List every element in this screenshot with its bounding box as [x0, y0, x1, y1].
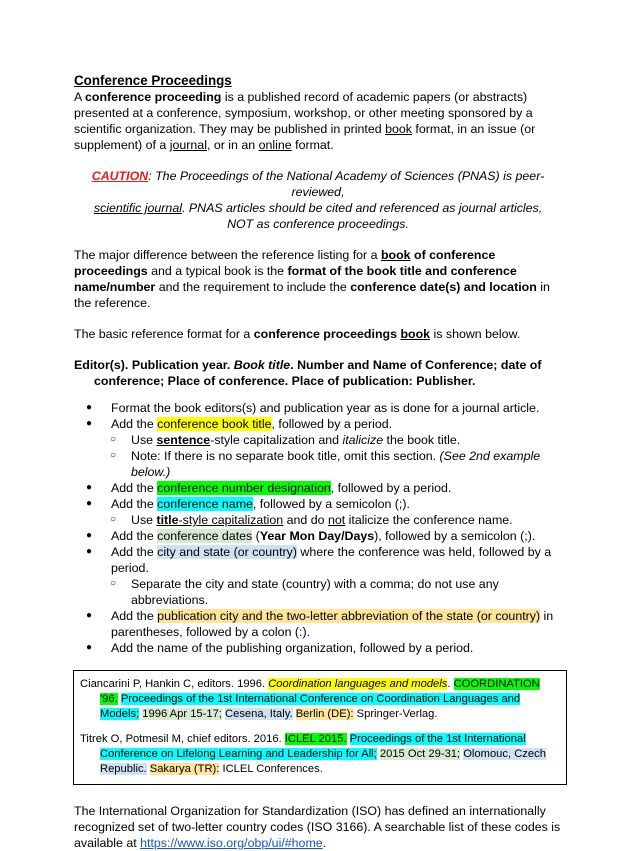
difference-paragraph: The major difference between the reference listing for a book of conference proceedings and a typical book is the format of the book title and conference name/number and the requirement to include the conference date(s) and location in the reference. [74, 248, 550, 310]
examples-box [73, 670, 567, 785]
caution-label: CAUTION [91, 169, 149, 183]
list-item: ● Add the conference book title, followed by a period. ○ Use sentence-style capitalization and italicize the book title. ○ Note: If there is no separate book title, omit this section. (See 2nd example below.) [74, 416, 562, 480]
iso-link[interactable]: https://www.iso.org/obp/ui/#home [140, 836, 323, 850]
sub-list-item: ○ Separate the city and state (country) with a comma; do not use any abbreviations. [74, 576, 562, 608]
section-title: Conference Proceedings [74, 73, 232, 88]
list-item: ● Add the conference name, followed by a semicolon (;). ○ Use title-style capitalization and do not italicize the conference name. [74, 496, 562, 528]
sub-list [111, 576, 562, 608]
sub-list-item: ○ Note: If there is no separate book title, omit this section. (See 2nd example below.) [74, 448, 562, 480]
list-item: ● Add the publication city and the two-letter abbreviation of the state (or country) in parentheses, followed by a colon (:). [74, 608, 562, 640]
list-item: ● Add the conference number designation, followed by a period. [74, 480, 562, 496]
reference-example-2: Titrek O, Potmesil M, chief editors. 2016. ICLEL 2015. Proceedings of the 1st International Conference on Lifelong Learning and Leadership for All; 2015 Oct 29-31; Olomouc, Czech Republic. Sakarya (TR): ICLEL Conferences. [80, 733, 546, 775]
document-page [74, 72, 562, 851]
sub-list-item: ○ Use sentence-style capitalization and italicize the book title. [74, 432, 562, 448]
intro-paragraph: A conference proceeding is a published record of academic papers (or abstracts) presented at a conference, symposium, workshop, or other meeting sponsored by a scientific organization. They may be published in printed book format, in an issue (or supplement) of a journal, or in an online format. [74, 90, 536, 152]
list-item: ● Format the book editors(s) and publication year as is done for a journal article. [74, 400, 562, 416]
caution-note: CAUTION: The Proceedings of the National Academy of Sciences (PNAS) is peer-reviewed, scientific journal. PNAS articles should be cited and referenced as journal articles, NOT as conference proceedings. [91, 169, 545, 231]
sub-list [111, 512, 562, 528]
basic-format-paragraph: The basic reference format for a conference proceedings book is shown below. [74, 327, 521, 341]
list-item: ● Add the city and state (or country) where the conference was held, followed by a period. ○ Separate the city and state (country) with a comma; do not use any abbreviations. [74, 544, 562, 608]
sub-list [111, 432, 562, 480]
iso-paragraph: The International Organization for Standardization (ISO) has defined an internationally recognized set of two-letter country codes (ISO 3166). A searchable list of these codes is available at https://www.iso.org/obp/ui/#home. [74, 804, 561, 850]
reference-example-1: Ciancarini P, Hankin C, editors. 1996. Coordination languages and models. COORDINATION '96. Proceedings of the 1st International Conference on Coordination Languages and Models; 1996 Apr 15-17; Cesena, Italy. Berlin (DE): Springer-Verlag. [80, 678, 540, 720]
list-item: ● Add the name of the publishing organization, followed by a period. [74, 640, 562, 656]
reference-format: Editor(s). Publication year. Book title. Number and Name of Conference; date of conference; Place of conference. Place of publication: Publisher. [74, 358, 542, 388]
sub-list-item: ○ Use title-style capitalization and do not italicize the conference name. [74, 512, 562, 528]
instruction-list [74, 400, 562, 656]
list-item: ● Add the conference dates (Year Mon Day/Days), followed by a semicolon (;). [74, 528, 562, 544]
